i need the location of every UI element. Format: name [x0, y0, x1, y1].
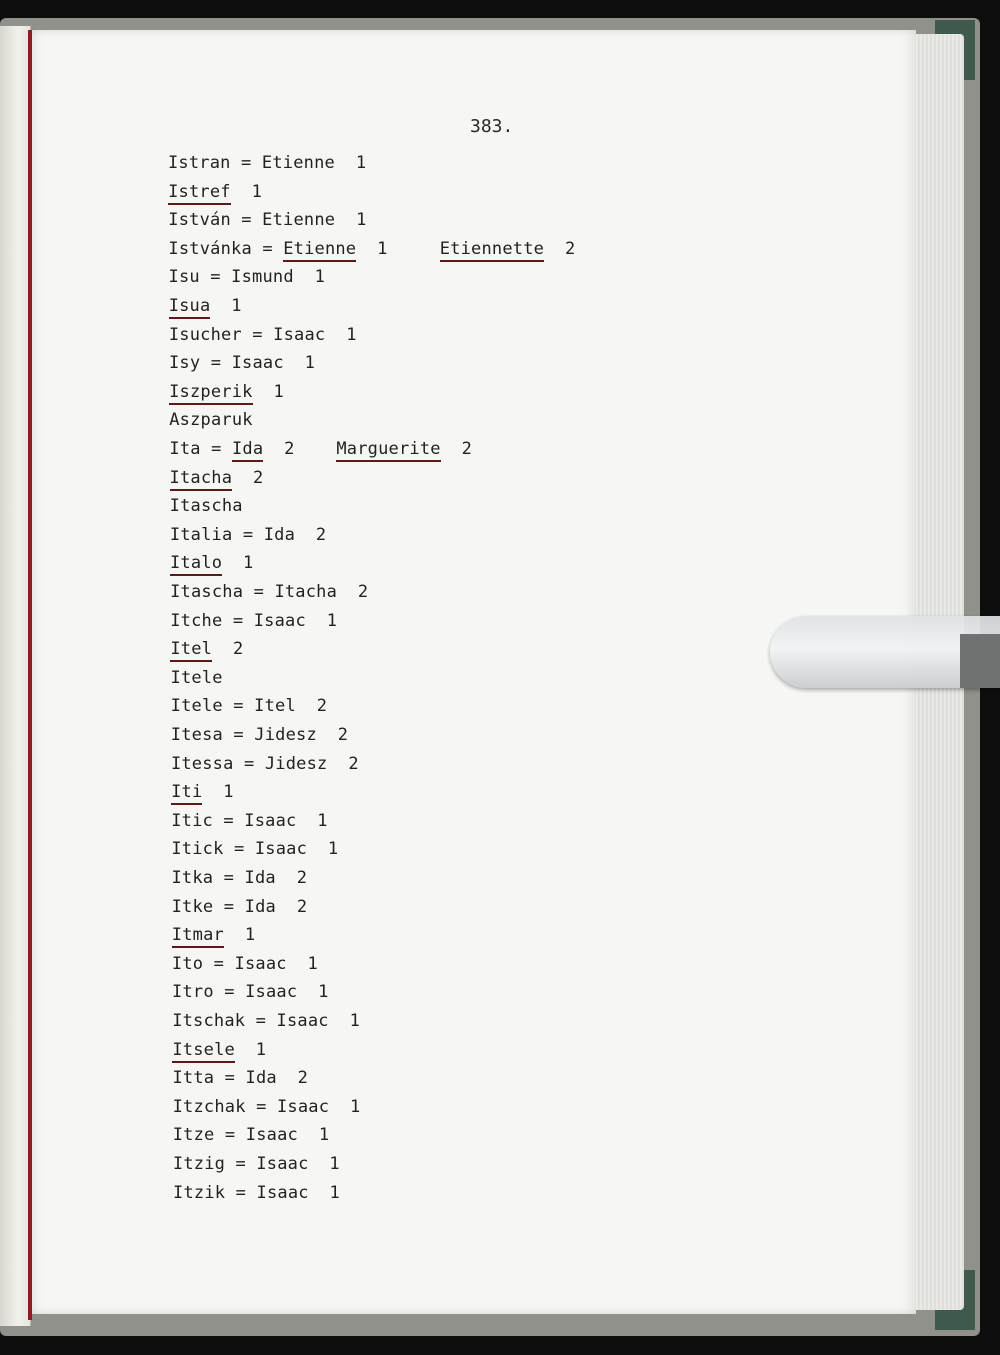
index-entry — [173, 1125, 330, 1145]
underlined-name: Itmar — [172, 925, 224, 948]
entry-text: 2 — [440, 439, 473, 459]
index-entry — [173, 1183, 340, 1203]
underlined-name: Iszperik — [169, 382, 252, 405]
entry-text: Itka = Ida 2 — [171, 868, 308, 888]
entry-text: Itschak = Isaac 1 — [172, 1011, 361, 1031]
underlined-name: Iti — [171, 782, 202, 805]
index-entry — [171, 782, 234, 802]
entry-text: Itro = Isaac 1 — [172, 982, 329, 1003]
entry-text: 1 — [356, 238, 440, 259]
entry-text: 2 — [544, 238, 576, 259]
entry-text: Itta = Ida 2 — [172, 1068, 309, 1089]
index-entry — [169, 353, 315, 373]
index-entry — [168, 153, 366, 173]
underlined-name: Istref — [168, 182, 231, 205]
entry-text: Itze = Isaac 1 — [172, 1125, 330, 1146]
entry-text: Itzig = Isaac 1 — [172, 1154, 340, 1174]
index-entry — [170, 553, 254, 573]
underlined-name: Etienne — [283, 239, 356, 262]
entry-text: Itche = Isaac 1 — [170, 610, 338, 631]
entry-text: Isu = Ismund 1 — [168, 267, 326, 288]
entry-text: Istran = Etienne 1 — [168, 153, 367, 173]
tab-clip — [960, 634, 1000, 688]
index-entry — [172, 925, 256, 945]
index-entry — [172, 1068, 308, 1088]
underlined-name: Marguerite — [336, 439, 440, 462]
index-entry — [171, 811, 328, 831]
index-entry — [169, 439, 472, 459]
index-entry — [171, 754, 359, 774]
entry-text: 2 — [212, 639, 244, 660]
index-entry — [172, 982, 329, 1002]
entry-text: Ito = Isaac 1 — [171, 953, 318, 974]
entry-text: 1 — [202, 782, 234, 803]
index-entry — [168, 182, 262, 202]
index-entry — [171, 839, 338, 859]
entry-text: Itascha — [169, 496, 243, 517]
book-spine — [0, 26, 31, 1326]
index-entry — [173, 1154, 340, 1174]
entry-text: 1 — [210, 296, 242, 316]
entry-text: Itele — [170, 667, 223, 688]
index-entry — [168, 239, 575, 259]
entry-text: István = Etienne 1 — [168, 210, 367, 231]
entry-text: Itessa = Jidesz 2 — [170, 753, 359, 774]
index-entry — [168, 210, 366, 230]
entry-text: 1 — [252, 381, 284, 402]
entry-text: Isy = Isaac 1 — [168, 353, 316, 374]
index-entry — [170, 639, 243, 659]
index-entry — [172, 1011, 360, 1031]
index-entry — [170, 468, 264, 488]
entry-text: Aszparuk — [169, 410, 253, 431]
underlined-name: Isua — [169, 296, 211, 319]
index-entry — [169, 296, 242, 316]
entry-text: Itele = Itel 2 — [170, 696, 328, 717]
index-entry — [172, 1040, 266, 1060]
entry-text: Itke = Ida 2 — [171, 896, 308, 917]
entry-text: Ita = — [169, 439, 232, 459]
index-entry — [170, 611, 337, 631]
entry-text: 1 — [223, 925, 256, 946]
entry-text: Itic = Isaac 1 — [171, 810, 328, 831]
entry-text: 2 — [232, 467, 264, 488]
entry-text: Itesa = Jidesz 2 — [170, 725, 349, 745]
entry-text: 1 — [234, 1039, 267, 1060]
index-entry — [172, 954, 318, 974]
index-entry — [170, 525, 327, 545]
index-entry — [169, 325, 357, 345]
entry-text: Itascha = Itacha 2 — [170, 582, 369, 602]
entry-text: Italia = Ida 2 — [169, 524, 327, 545]
index-entry — [171, 668, 223, 688]
entry-text: 1 — [222, 553, 254, 574]
entry-text: Itick = Isaac 1 — [171, 839, 339, 860]
underlined-name: Ida — [232, 439, 263, 462]
entry-text: Itzchak = Isaac 1 — [172, 1096, 361, 1117]
entry-text: Istvánka = — [168, 238, 284, 259]
index-entry — [173, 1097, 361, 1117]
underlined-name: Italo — [170, 553, 222, 576]
index-entry — [172, 868, 308, 888]
underlined-name: Itel — [170, 639, 212, 662]
index-entry — [170, 582, 368, 602]
index-entry — [171, 696, 328, 716]
index-entry — [169, 267, 326, 287]
entry-text: 2 — [263, 439, 337, 459]
index-entry — [171, 725, 348, 745]
index-entry — [172, 897, 308, 917]
entry-text: Isucher = Isaac 1 — [168, 324, 357, 345]
index-entry — [170, 496, 243, 516]
underlined-name: Itacha — [170, 468, 233, 491]
underlined-name: Etiennette — [440, 239, 544, 262]
underlined-name: Itsele — [172, 1040, 235, 1063]
page-number: 383. — [470, 116, 514, 137]
index-entry — [169, 410, 252, 430]
index-entry — [169, 382, 284, 402]
entry-text: 1 — [230, 181, 263, 202]
entry-text: Itzik = Isaac 1 — [173, 1182, 340, 1203]
